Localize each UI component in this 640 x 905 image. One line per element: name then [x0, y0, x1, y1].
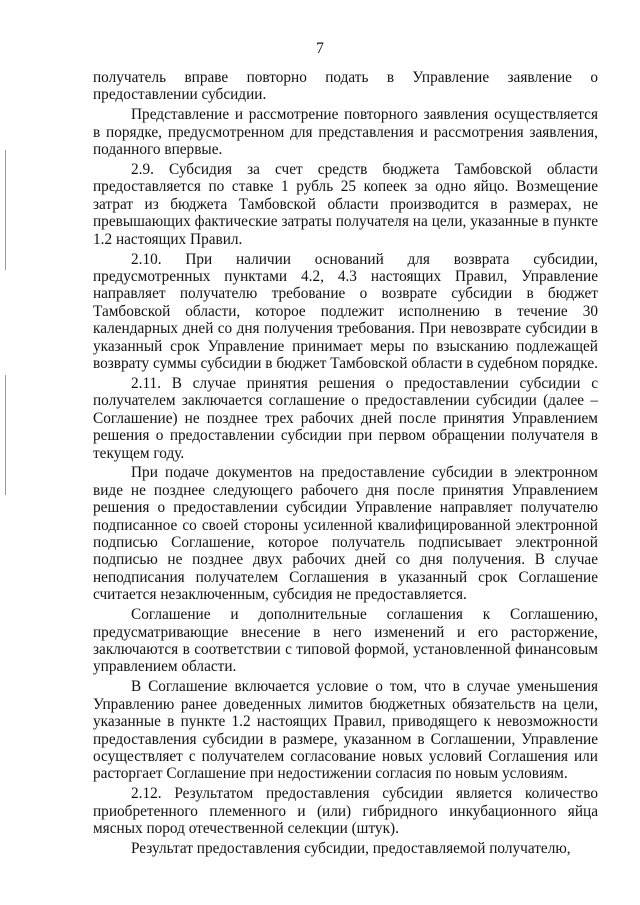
paragraph-additional-agreements: Соглашение и дополнительные соглашения к Соглашению, предусматривающие внесение в него изменений и его расторжение, заключаются в соответствии с типовой формой, установленной финансовым управлением области.	[93, 606, 598, 676]
paragraph-continuation: получатель вправе повторно подать в Управление заявление о предоставлении субсидии.	[93, 69, 598, 104]
paragraph-limits-reduction: В Соглашение включается условие о том, что в случае уменьшения Управлению ранее доведенных лимитов бюджетных обязательств на цели, указанные в пункте 1.2 настоящих Правил, приводящего к невозможности предоставления субсидии в размере, указанном в Соглашении, Управление осуществляет с получателем согласование новых условий Соглашения или расторгает Соглашение при недостижении согласия по новым условиям.	[93, 678, 598, 783]
paragraph-repeat-application: Представление и рассмотрение повторного заявления осуществляется в порядке, предусмотренном для представления и рассмотрения заявления, поданного впервые.	[93, 106, 598, 159]
scan-margin-line	[5, 375, 6, 495]
paragraph-2-9: 2.9. Субсидия за счет средств бюджета Тамбовской области предоставляется по ставке 1 рубль 25 копеек за одно яйцо. Возмещение затрат из бюджета Тамбовской области производится в размерах, не превышающих фактические затраты получателя на цели, указанные в пункте 1.2 настоящих Правил.	[93, 161, 598, 248]
paragraph-2-12: 2.12. Результатом предоставления субсидии является количество приобретенного племенного и (или) гибридного инкубационного яйца мясных пород отечественной селекции (штук).	[93, 785, 598, 838]
paragraph-electronic-submission: При подаче документов на предоставление субсидии в электронном виде не позднее следующего рабочего дня после принятия Управлением решения о предоставлении субсидии Управление направляет получателю подписанное со своей стороны усиленной квалифицированной электронной подписью Соглашение, которое получатель подписывает электронной подписью не позднее двух рабочих дней со дня получения. В случае неподписания получателем Соглашения в указанный срок Соглашение считается незаключенным, субсидия не предоставляется.	[93, 464, 598, 604]
page-number: 7	[316, 40, 324, 57]
paragraph-2-10: 2.10. При наличии оснований для возврата субсидии, предусмотренных пунктами 4.2, 4.3 настоящих Правил, Управление направляет получателю требование о возврате субсидии в бюджет Тамбовской области, которое подлежит исполнению в течение 30 календарных дней со дня получения требования. При невозврате субсидии в указанный срок Управление принимает меры по взысканию подлежащей возврату суммы субсидии в бюджет Тамбовской области в судебном порядке.	[93, 250, 598, 372]
paragraph-2-11: 2.11. В случае принятия решения о предоставлении субсидии с получателем заключается соглашение о предоставлении субсидии (далее – Соглашение) не позднее трех рабочих дней после принятия Управлением решения о предоставлении субсидии при первом обращении получателя в текущем году.	[93, 374, 598, 462]
document-body	[93, 69, 598, 860]
paragraph-result: Результат предоставления субсидии, предоставляемой получателю,	[131, 839, 571, 857]
scan-margin-line	[5, 150, 6, 270]
